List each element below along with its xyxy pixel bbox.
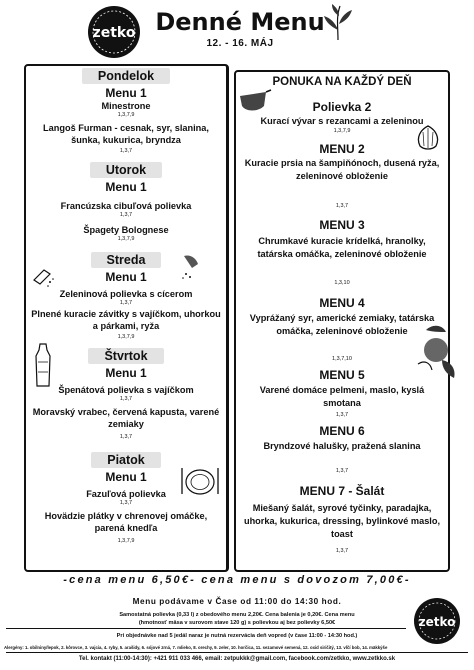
divider: [6, 628, 406, 629]
contact-info: Tel. kontakt (11:00-14:30): +421 911 033 466, email: zetpukkk@gmail.com, facebook.com/zetkko, www.zetkko.sk: [78, 656, 396, 662]
offer-item-label: MENU 5: [319, 368, 365, 382]
monday-soup-allergens: 1,3,7,9: [117, 112, 135, 118]
offer-item-allergens: 1,3,10: [334, 280, 350, 286]
wednesday-soup: Zeleninová polievka s cícerom: [59, 289, 193, 299]
offer-item-label: MENU 3: [319, 218, 365, 232]
thursday-soup-allergens: 1,3,7: [119, 396, 133, 402]
garlic-sketch-icon: [412, 122, 444, 152]
offer-item-label: MENU 7 - Šalát: [299, 484, 385, 498]
tuesday-soup: Francúzska cibuľová polievka: [60, 201, 192, 211]
page-title: Denné Menu: [155, 8, 325, 36]
allergen-legend: Alergény: 1. obilniny/lepok, 2. kôrovce, 3. vajcia, 4. ryby, 5. arašidy, 6. sójové zrná, 7. mlieko, 8. orechy, 9. zeler, 10. horčica, 11. sezamové semená, 12. oxid siričitý, 13. vlčí bob, 14. mäkkýše: [4, 645, 388, 650]
day-friday: Piatok: [26, 452, 226, 468]
pot-sketch-icon: [236, 86, 272, 116]
wednesday-soup-allergens: 1,3,7: [119, 300, 133, 306]
tuesday-main: Špagety Bolognese: [83, 225, 169, 235]
monday-main: Langoš Furman - cesnak, syr, slanina, šunka, kukurica, bryndza: [43, 123, 209, 145]
day-tuesday: Utorok: [26, 162, 226, 178]
offer-item-label: Polievka 2: [312, 100, 372, 114]
thursday-menu-label: Menu 1: [105, 366, 147, 380]
herb-sketch-icon: [318, 2, 358, 42]
daily-offer-title: PONUKA NA KAŽDÝ DEŇ: [272, 76, 412, 88]
plate-cutlery-sketch-icon: [178, 462, 222, 498]
svg-text:zetko: zetko: [418, 615, 456, 629]
offer-item-label: MENU 2: [319, 142, 365, 156]
offer-item-dish: Varené domáce pelmeni, maslo, kyslá smotana: [259, 385, 425, 408]
pepper-mill-sketch-icon: [30, 342, 56, 392]
offer-item-dish: Kuracie prsia na šampiňónoch, dusená ryža, zeleninové obloženie: [244, 158, 440, 181]
thursday-soup: Špenátová polievka s vajíčkom: [58, 385, 194, 395]
friday-soup-allergens: 1,3,7: [119, 500, 133, 506]
offer-item-dish: Vyprážaný syr, americké zemiaky, tatárska omáčka, zeleninové obloženie: [249, 313, 435, 336]
tuesday-main-allergens: 1,3,7,9: [117, 236, 135, 242]
offer-item-allergens: 1,3,7: [335, 412, 349, 418]
monday-soup: Minestrone: [101, 101, 151, 111]
offer-item-dish: Kurací vývar s rezancami a zeleninou: [260, 116, 424, 126]
packaging-info: Samostatná polievka (0,33 l) z obedového menu 2,20€. Cena balenia je 0,20€. Cena menu: [119, 612, 355, 618]
offer-item-label: MENU 4: [319, 296, 365, 310]
price-line: -cena menu 6,50€- cena menu s dovozom 7,00€-: [63, 574, 411, 586]
offer-item-label: MENU 6: [319, 424, 365, 438]
offer-item-allergens: 1,3,7: [335, 203, 349, 209]
day-monday: Pondelok: [26, 68, 226, 84]
offer-item-dish: Chrumkavé kuracie krídelká, hranolky, tatárska omáčka, zeleninové obloženie: [257, 236, 427, 259]
friday-menu-label: Menu 1: [105, 470, 147, 484]
wednesday-main: Plnené kuracie závitky s vajíčkom, uhorkou a párkami, ryža: [31, 309, 221, 331]
monday-menu-label: Menu 1: [105, 86, 147, 100]
weight-info: (hmotnosť mäsa v surovom stave 120 g) s polievkou aj bez polievky 6,50€: [138, 620, 336, 626]
tuesday-menu-label: Menu 1: [105, 180, 147, 194]
offer-item-allergens: 1,3,7: [335, 468, 349, 474]
thursday-main-allergens: 1,3,7: [119, 434, 133, 440]
friday-soup: Fazuľová polievka: [86, 489, 166, 499]
offer-item-allergens: 1,3,7,9: [333, 128, 351, 134]
zetko-logo: [412, 596, 462, 646]
order-info: Pri objednávke nad 5 jedál naraz je nutná rezervácia deň vopred (v čase 11:00 - 14:30 hod.): [116, 633, 358, 639]
wednesday-main-allergens: 1,3,7,9: [117, 334, 135, 340]
offer-item-allergens: 1,3,7,10: [332, 356, 352, 362]
tuesday-soup-allergens: 1,3,7: [119, 212, 133, 218]
offer-item-allergens: 1,3,7: [335, 548, 349, 554]
svg-text:zetko: zetko: [92, 25, 136, 41]
monday-main-allergens: 1,3,7: [119, 148, 133, 154]
serving-hours: Menu podávame v Čase od 11:00 do 14:30 hod.: [132, 597, 342, 606]
friday-main: Hovädzie plátky v chrenovej omáčke, parená knedľa: [44, 511, 208, 533]
day-thursday: Štvrtok: [26, 348, 226, 364]
wednesday-menu-label: Menu 1: [105, 270, 147, 284]
date-range: 12. - 16. MÁJ: [206, 38, 274, 49]
day-wednesday: Streda: [26, 252, 226, 268]
thursday-main: Moravský vrabec, červená kapusta, varené zemiaky: [32, 407, 220, 429]
friday-main-allergens: 1,3,7,9: [117, 538, 135, 544]
offer-item-dish: Miešaný šalát, syrové tyčinky, paradajka, uhorka, kukurica, dressing, bylinkové maslo, toast: [243, 503, 441, 539]
pepper-grinder-hand-sketch-icon: [176, 252, 206, 282]
divider: [6, 652, 468, 653]
salt-sprinkle-sketch-icon: [30, 262, 56, 288]
zetko-logo: [86, 4, 142, 60]
offer-item-dish: Bryndzové halušky, pražená slanina: [263, 441, 421, 451]
vegetables-sketch-icon: [412, 320, 460, 380]
